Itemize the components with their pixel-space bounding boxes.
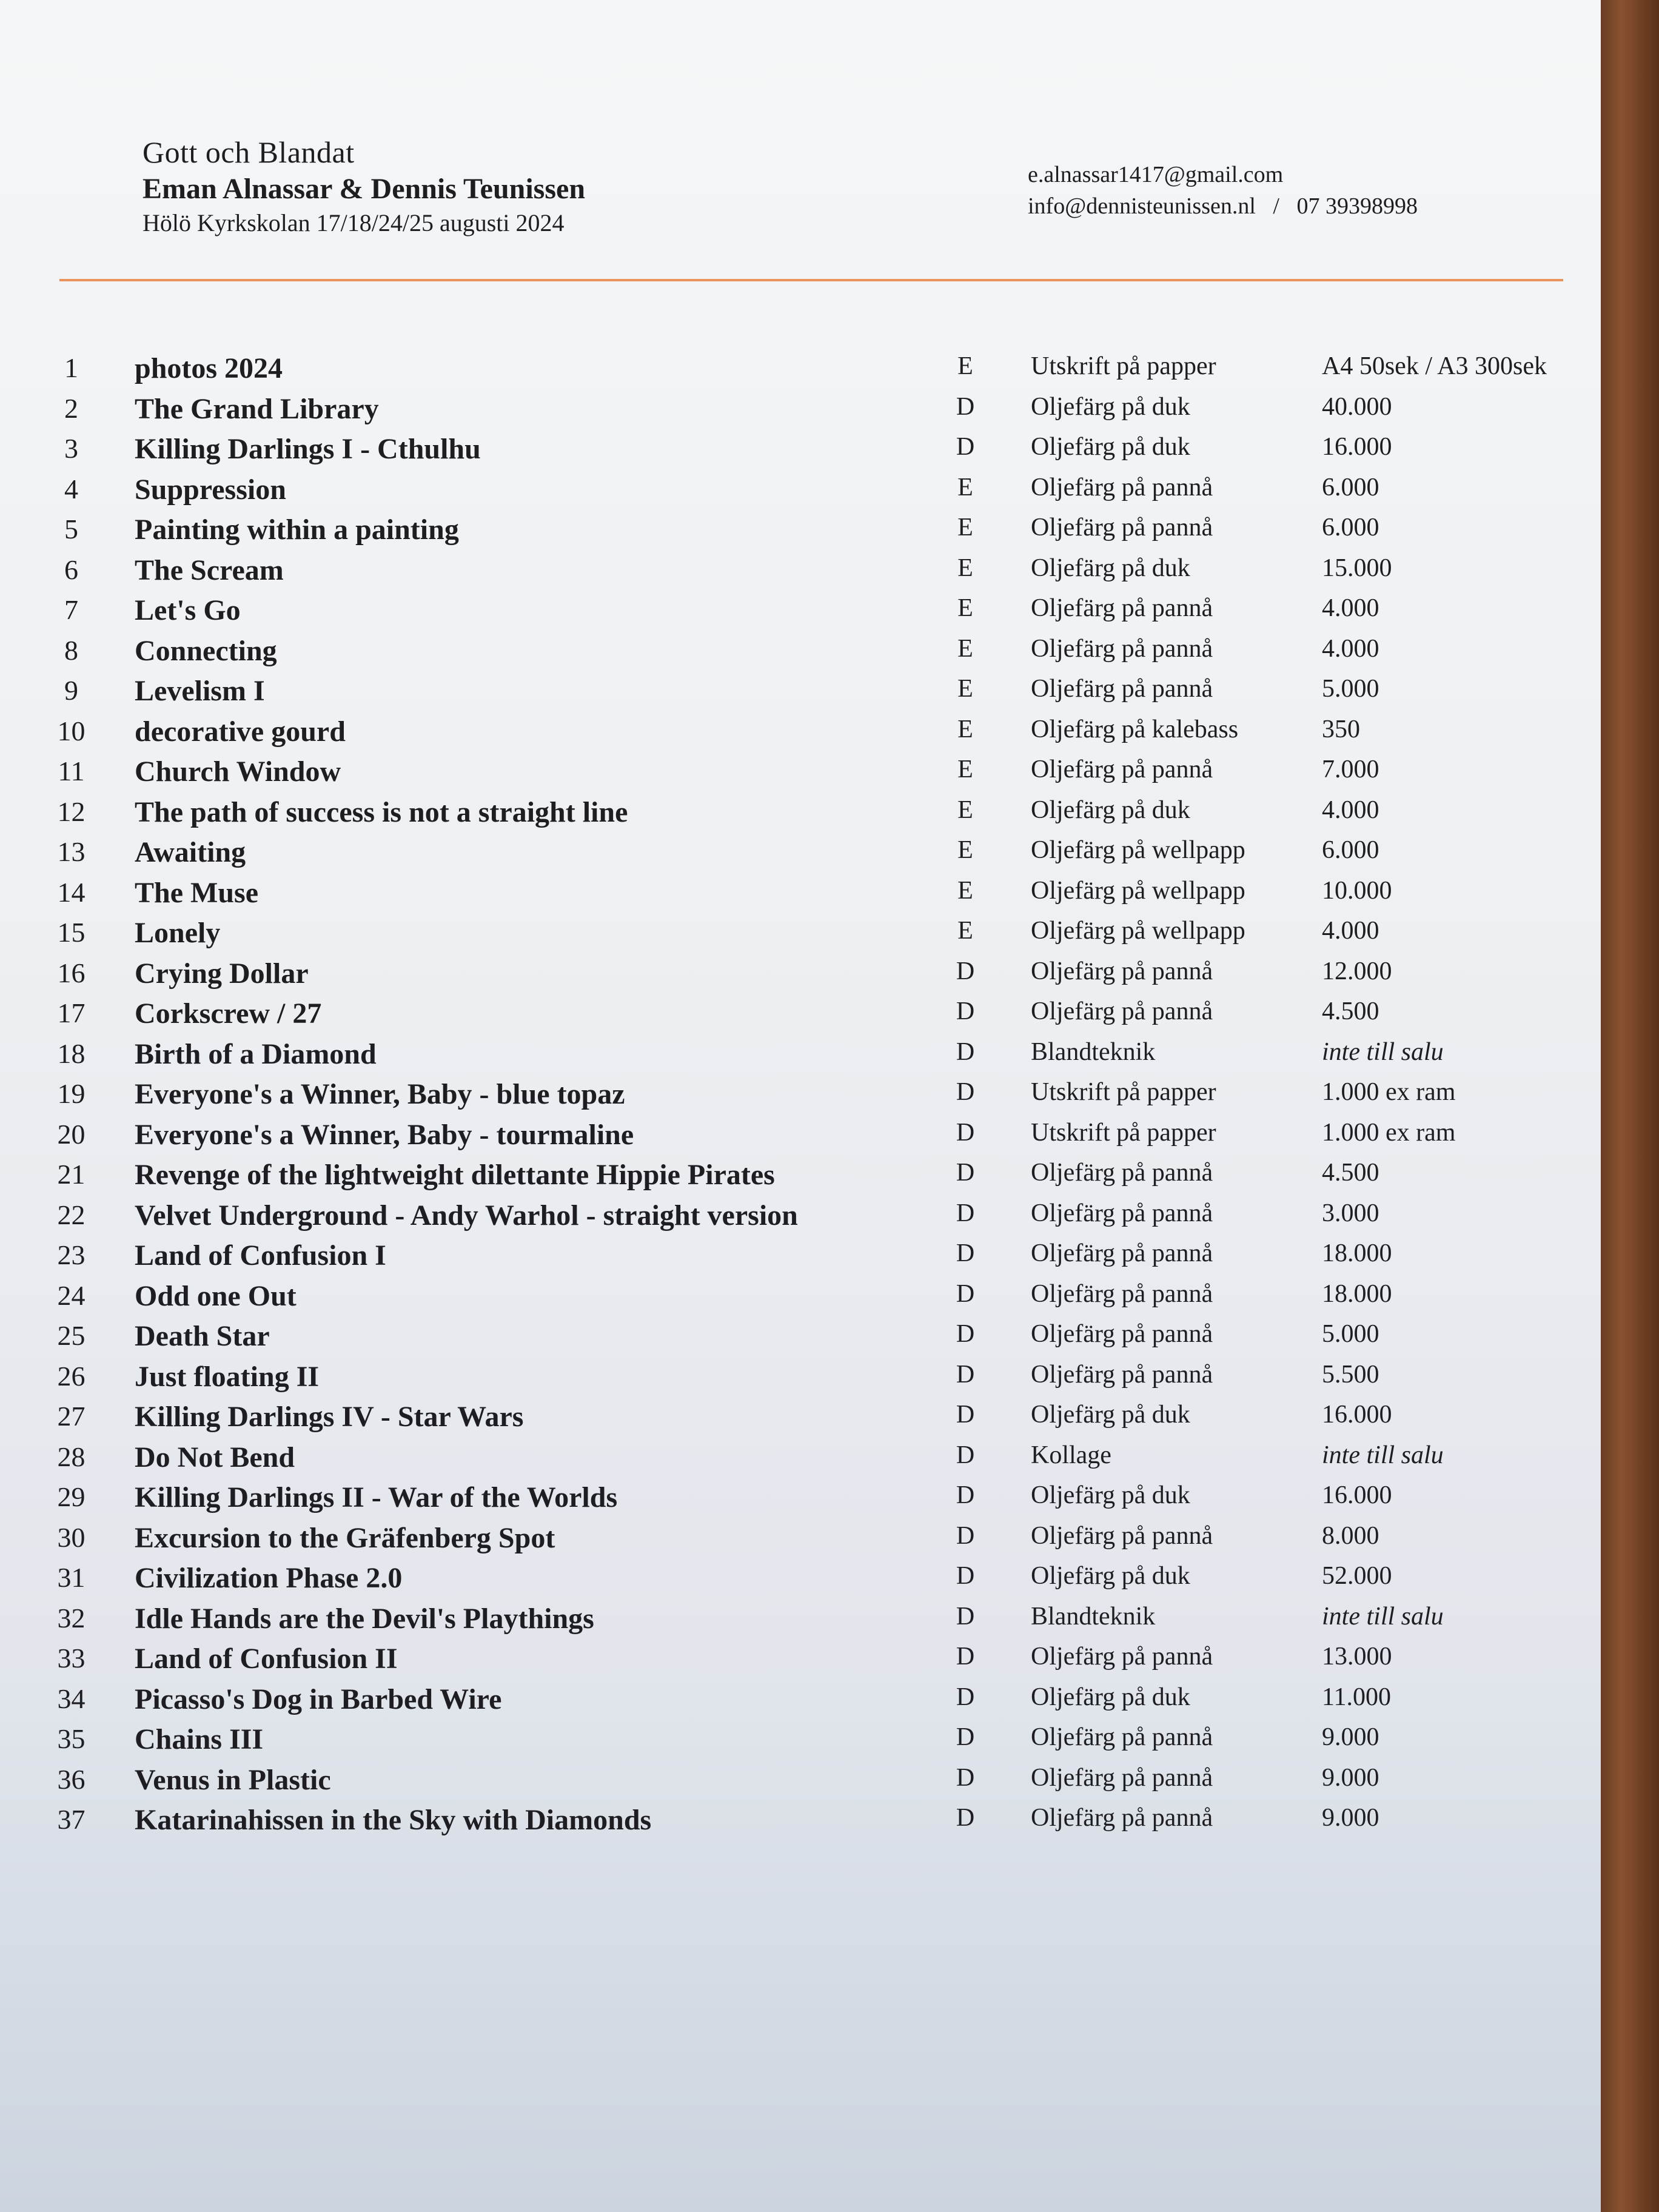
artwork-price: 15.000 — [1322, 554, 1392, 582]
artwork-row — [0, 715, 1601, 756]
artwork-medium: Oljefärg på pannå — [1031, 1763, 1213, 1792]
artwork-medium: Oljefärg på pannå — [1031, 675, 1213, 703]
artwork-title: Velvet Underground - Andy Warhol - straight version — [135, 1199, 798, 1232]
artist-code: D — [956, 1683, 975, 1711]
artwork-number: 18 — [57, 1037, 85, 1069]
artwork-price: 52.000 — [1322, 1562, 1392, 1590]
artwork-number: 32 — [57, 1602, 85, 1634]
artwork-medium: Oljefärg på pannå — [1031, 1279, 1213, 1308]
artist-code: D — [956, 1441, 975, 1469]
artwork-price: 40.000 — [1322, 392, 1392, 421]
artwork-title: decorative gourd — [135, 715, 346, 748]
artwork-medium: Oljefärg på duk — [1031, 1481, 1190, 1509]
artist-code: D — [956, 1118, 975, 1147]
artwork-title: Killing Darlings I - Cthulhu — [135, 433, 481, 465]
artwork-number: 21 — [57, 1159, 85, 1190]
artist-code: E — [957, 473, 973, 501]
artwork-medium: Oljefärg på pannå — [1031, 634, 1213, 663]
artwork-number: 5 — [64, 514, 78, 545]
artist-code: D — [956, 392, 975, 421]
artwork-row — [0, 473, 1601, 514]
artwork-medium: Oljefärg på pannå — [1031, 997, 1213, 1025]
artwork-row — [0, 957, 1601, 997]
artwork-row — [0, 1763, 1601, 1804]
artwork-row — [0, 392, 1601, 433]
artwork-medium: Oljefärg på pannå — [1031, 1239, 1213, 1267]
artwork-row — [0, 1481, 1601, 1521]
artwork-row — [0, 1199, 1601, 1239]
artwork-number: 33 — [57, 1643, 85, 1674]
artwork-row — [0, 796, 1601, 836]
artwork-price: inte till salu — [1322, 1602, 1444, 1631]
artwork-medium: Oljefärg på duk — [1031, 1562, 1190, 1590]
artwork-number: 4 — [64, 473, 78, 504]
artwork-number: 24 — [57, 1279, 85, 1311]
artwork-medium: Oljefärg på pannå — [1031, 1804, 1213, 1832]
artwork-price: 9.000 — [1322, 1804, 1379, 1832]
artwork-number: 2 — [64, 392, 78, 424]
artwork-price: 350 — [1322, 715, 1360, 743]
artwork-medium: Oljefärg på pannå — [1031, 957, 1213, 985]
artwork-price: A4 50sek / A3 300sek — [1322, 352, 1547, 380]
artwork-medium: Blandteknik — [1031, 1602, 1156, 1631]
artwork-price: 4.500 — [1322, 997, 1379, 1025]
artwork-number: 17 — [57, 997, 85, 1028]
artwork-medium: Oljefärg på duk — [1031, 1683, 1190, 1711]
artist-code: E — [957, 352, 973, 380]
artwork-row — [0, 916, 1601, 957]
artwork-row — [0, 1803, 1601, 1844]
artwork-title: Killing Darlings IV - Star Wars — [135, 1401, 524, 1433]
artwork-row — [0, 1441, 1601, 1481]
contact-email: e.alnassar1417@gmail.com — [1028, 162, 1284, 187]
artist-code: E — [957, 796, 973, 824]
artwork-price: 11.000 — [1322, 1683, 1391, 1711]
artwork-price: 5.000 — [1322, 675, 1379, 703]
artwork-price: 1.000 ex ram — [1322, 1118, 1456, 1147]
artwork-price: 5.000 — [1322, 1320, 1379, 1348]
artwork-title: Katarinahissen in the Sky with Diamonds — [135, 1804, 652, 1836]
artist-code: D — [956, 1481, 975, 1509]
artist-code: E — [957, 675, 973, 703]
wooden-table-edge — [1601, 0, 1659, 2212]
artwork-title: photos 2024 — [135, 352, 283, 384]
artist-code: E — [957, 554, 973, 582]
artwork-title: Lonely — [135, 917, 221, 949]
artwork-medium: Oljefärg på pannå — [1031, 1723, 1213, 1751]
artwork-price: 16.000 — [1322, 1481, 1392, 1509]
artwork-number: 30 — [57, 1521, 85, 1553]
artwork-price: 12.000 — [1322, 957, 1392, 985]
artwork-number: 31 — [57, 1562, 85, 1593]
artwork-price: 9.000 — [1322, 1723, 1379, 1751]
artwork-title: Do Not Bend — [135, 1441, 295, 1473]
artist-names: Eman Alnassar & Dennis Teunissen — [142, 173, 586, 205]
artwork-title: Just floating II — [135, 1360, 320, 1393]
artwork-title: Revenge of the lightweight dilettante Hippie Pirates — [135, 1159, 775, 1191]
artist-code: D — [956, 1199, 975, 1227]
artwork-price: 13.000 — [1322, 1643, 1392, 1671]
artwork-title: Awaiting — [135, 836, 246, 868]
artwork-row — [0, 1642, 1601, 1683]
artwork-title: Odd one Out — [135, 1279, 297, 1312]
artwork-title: Chains III — [135, 1723, 264, 1755]
artwork-number: 23 — [57, 1239, 85, 1270]
venue-dates: Hölö Kyrkskolan 17/18/24/25 augusti 2024 — [142, 209, 565, 236]
artwork-price: 6.000 — [1322, 836, 1379, 864]
contact-website-phone: info@dennisteunissen.nl / 07 39398998 — [1028, 193, 1418, 219]
artwork-medium: Oljefärg på wellpapp — [1031, 836, 1245, 864]
header-divider — [59, 279, 1563, 281]
artwork-number: 20 — [57, 1118, 85, 1150]
artist-code: E — [957, 594, 973, 622]
artwork-number: 19 — [57, 1078, 85, 1109]
artwork-price: 7.000 — [1322, 756, 1379, 783]
artwork-number: 6 — [64, 554, 78, 585]
artwork-number: 14 — [57, 876, 85, 908]
artwork-row — [0, 1078, 1601, 1118]
artwork-price: 18.000 — [1322, 1239, 1392, 1267]
artwork-row — [0, 755, 1601, 796]
artist-code: D — [956, 433, 975, 461]
artist-code: D — [956, 1401, 975, 1429]
artist-code: D — [956, 1239, 975, 1267]
artist-code: D — [956, 1602, 975, 1631]
artwork-row — [0, 1521, 1601, 1562]
artwork-title: Civilization Phase 2.0 — [135, 1562, 403, 1594]
artwork-number: 37 — [57, 1804, 85, 1835]
artwork-medium: Utskrift på papper — [1031, 352, 1216, 380]
artwork-number: 12 — [57, 796, 85, 827]
artwork-title: Levelism I — [135, 675, 265, 707]
artwork-price: 4.000 — [1322, 634, 1379, 663]
artwork-number: 27 — [57, 1401, 85, 1432]
artist-code: E — [957, 917, 973, 945]
artwork-number: 16 — [57, 957, 85, 988]
artwork-row — [0, 1158, 1601, 1199]
artist-code: E — [957, 876, 973, 905]
artwork-title: Painting within a painting — [135, 514, 459, 546]
artist-code: D — [956, 1320, 975, 1348]
artwork-medium: Oljefärg på pannå — [1031, 1320, 1213, 1348]
artwork-row — [0, 1602, 1601, 1643]
artwork-number: 22 — [57, 1199, 85, 1230]
artwork-medium: Oljefärg på duk — [1031, 392, 1190, 421]
artist-code: E — [957, 634, 973, 663]
artwork-title: Birth of a Diamond — [135, 1037, 377, 1070]
artwork-row — [0, 352, 1601, 392]
artwork-row — [0, 554, 1601, 594]
artwork-price: 18.000 — [1322, 1279, 1392, 1308]
artwork-title: Connecting — [135, 634, 277, 667]
artist-code: D — [956, 1037, 975, 1066]
artwork-row — [0, 1683, 1601, 1723]
artwork-price: 6.000 — [1322, 514, 1379, 541]
artwork-price: 1.000 ex ram — [1322, 1078, 1456, 1106]
artwork-medium: Oljefärg på pannå — [1031, 1360, 1213, 1389]
artwork-title: Let's Go — [135, 594, 241, 626]
artwork-number: 28 — [57, 1441, 85, 1472]
artwork-number: 11 — [58, 756, 85, 786]
artwork-title: The Scream — [135, 554, 284, 586]
artwork-price: 4.000 — [1322, 796, 1379, 824]
artwork-title: Everyone's a Winner, Baby - tourmaline — [135, 1118, 634, 1151]
artwork-number: 25 — [57, 1320, 85, 1351]
artwork-price: 5.500 — [1322, 1360, 1379, 1389]
artwork-number: 35 — [57, 1723, 85, 1754]
artwork-medium: Blandteknik — [1031, 1037, 1156, 1066]
artwork-medium: Oljefärg på pannå — [1031, 756, 1213, 783]
artwork-row — [0, 1118, 1601, 1159]
artwork-medium: Oljefärg på kalebass — [1031, 715, 1239, 743]
artist-code: D — [956, 997, 975, 1025]
artwork-medium: Oljefärg på duk — [1031, 796, 1190, 824]
artwork-number: 15 — [57, 917, 85, 948]
artwork-row — [0, 1319, 1601, 1360]
artwork-medium: Utskrift på papper — [1031, 1118, 1216, 1147]
artwork-price: 4.000 — [1322, 594, 1379, 622]
artwork-row — [0, 1723, 1601, 1763]
artist-code: D — [956, 1360, 975, 1389]
artwork-price: 10.000 — [1322, 876, 1392, 905]
artwork-row — [0, 674, 1601, 715]
artwork-medium: Oljefärg på wellpapp — [1031, 876, 1245, 905]
artwork-row — [0, 876, 1601, 917]
artwork-medium: Oljefärg på duk — [1031, 554, 1190, 582]
artwork-title: Death Star — [135, 1320, 270, 1352]
artwork-medium: Oljefärg på duk — [1031, 1401, 1190, 1429]
artist-code: D — [956, 1804, 975, 1832]
artist-code: D — [956, 1763, 975, 1792]
artwork-price: inte till salu — [1322, 1441, 1444, 1469]
artwork-number: 7 — [64, 594, 78, 625]
artwork-medium: Kollage — [1031, 1441, 1111, 1469]
artwork-row — [0, 836, 1601, 876]
artwork-price: 6.000 — [1322, 473, 1379, 501]
artist-code: E — [957, 514, 973, 541]
artwork-title: Land of Confusion II — [135, 1643, 398, 1675]
artwork-medium: Oljefärg på pannå — [1031, 1159, 1213, 1187]
artwork-number: 9 — [64, 675, 78, 706]
artwork-title: Picasso's Dog in Barbed Wire — [135, 1683, 502, 1715]
artwork-row — [0, 1561, 1601, 1602]
artwork-medium: Oljefärg på pannå — [1031, 514, 1213, 541]
artist-code: D — [956, 1562, 975, 1590]
artwork-medium: Oljefärg på pannå — [1031, 1521, 1213, 1550]
artwork-number: 13 — [57, 836, 85, 867]
artwork-row — [0, 1400, 1601, 1441]
artwork-title: Church Window — [135, 756, 341, 788]
artwork-number: 36 — [57, 1763, 85, 1795]
artwork-medium: Oljefärg på pannå — [1031, 594, 1213, 622]
artwork-title: The path of success is not a straight line — [135, 796, 628, 828]
artwork-row — [0, 1360, 1601, 1401]
artwork-price: inte till salu — [1322, 1037, 1444, 1066]
artwork-medium: Oljefärg på pannå — [1031, 473, 1213, 501]
artist-code: D — [956, 1078, 975, 1106]
artwork-list — [0, 352, 1601, 1844]
artwork-medium: Utskrift på papper — [1031, 1078, 1216, 1106]
artwork-price: 8.000 — [1322, 1521, 1379, 1550]
artist-code: E — [957, 836, 973, 864]
artwork-title: The Grand Library — [135, 392, 379, 425]
artwork-title: Killing Darlings II - War of the Worlds — [135, 1481, 618, 1513]
artwork-title: Venus in Plastic — [135, 1763, 331, 1796]
artwork-price: 4.500 — [1322, 1159, 1379, 1187]
artwork-medium: Oljefärg på pannå — [1031, 1643, 1213, 1671]
artwork-title: Suppression — [135, 473, 286, 506]
artwork-price: 9.000 — [1322, 1763, 1379, 1792]
artist-code: D — [956, 1521, 975, 1550]
artwork-number: 10 — [57, 715, 85, 746]
artwork-number: 34 — [57, 1683, 85, 1714]
artwork-medium: Oljefärg på wellpapp — [1031, 917, 1245, 945]
artwork-row — [0, 1037, 1601, 1078]
artwork-title: Crying Dollar — [135, 957, 309, 990]
artwork-medium: Oljefärg på pannå — [1031, 1199, 1213, 1227]
artwork-title: Land of Confusion I — [135, 1239, 386, 1272]
artwork-price: 4.000 — [1322, 917, 1379, 945]
artist-code: D — [956, 1723, 975, 1751]
artwork-row — [0, 432, 1601, 473]
artist-code: D — [956, 1159, 975, 1187]
artwork-number: 8 — [64, 634, 78, 666]
artwork-medium: Oljefärg på duk — [1031, 433, 1190, 461]
artwork-number: 1 — [64, 352, 78, 383]
artist-code: E — [957, 756, 973, 783]
artwork-row — [0, 594, 1601, 634]
artwork-title: Excursion to the Gräfenberg Spot — [135, 1521, 555, 1554]
artwork-row — [0, 634, 1601, 675]
artist-code: D — [956, 1279, 975, 1308]
artwork-row — [0, 1239, 1601, 1279]
artwork-title: Corkscrew / 27 — [135, 997, 322, 1030]
artwork-number: 3 — [64, 433, 78, 464]
artwork-price: 16.000 — [1322, 1401, 1392, 1429]
exhibition-title: Gott och Blandat — [142, 135, 355, 169]
artwork-price: 16.000 — [1322, 433, 1392, 461]
artist-code: E — [957, 715, 973, 743]
artwork-row — [0, 1279, 1601, 1320]
artist-code: D — [956, 1643, 975, 1671]
artwork-price: 3.000 — [1322, 1199, 1379, 1227]
artwork-number: 26 — [57, 1360, 85, 1392]
artist-code: D — [956, 957, 975, 985]
artwork-row — [0, 997, 1601, 1037]
artwork-title: The Muse — [135, 876, 258, 909]
artwork-row — [0, 513, 1601, 554]
artwork-title: Idle Hands are the Devil's Playthings — [135, 1602, 594, 1635]
artwork-title: Everyone's a Winner, Baby - blue topaz — [135, 1078, 625, 1110]
artwork-number: 29 — [57, 1481, 85, 1512]
